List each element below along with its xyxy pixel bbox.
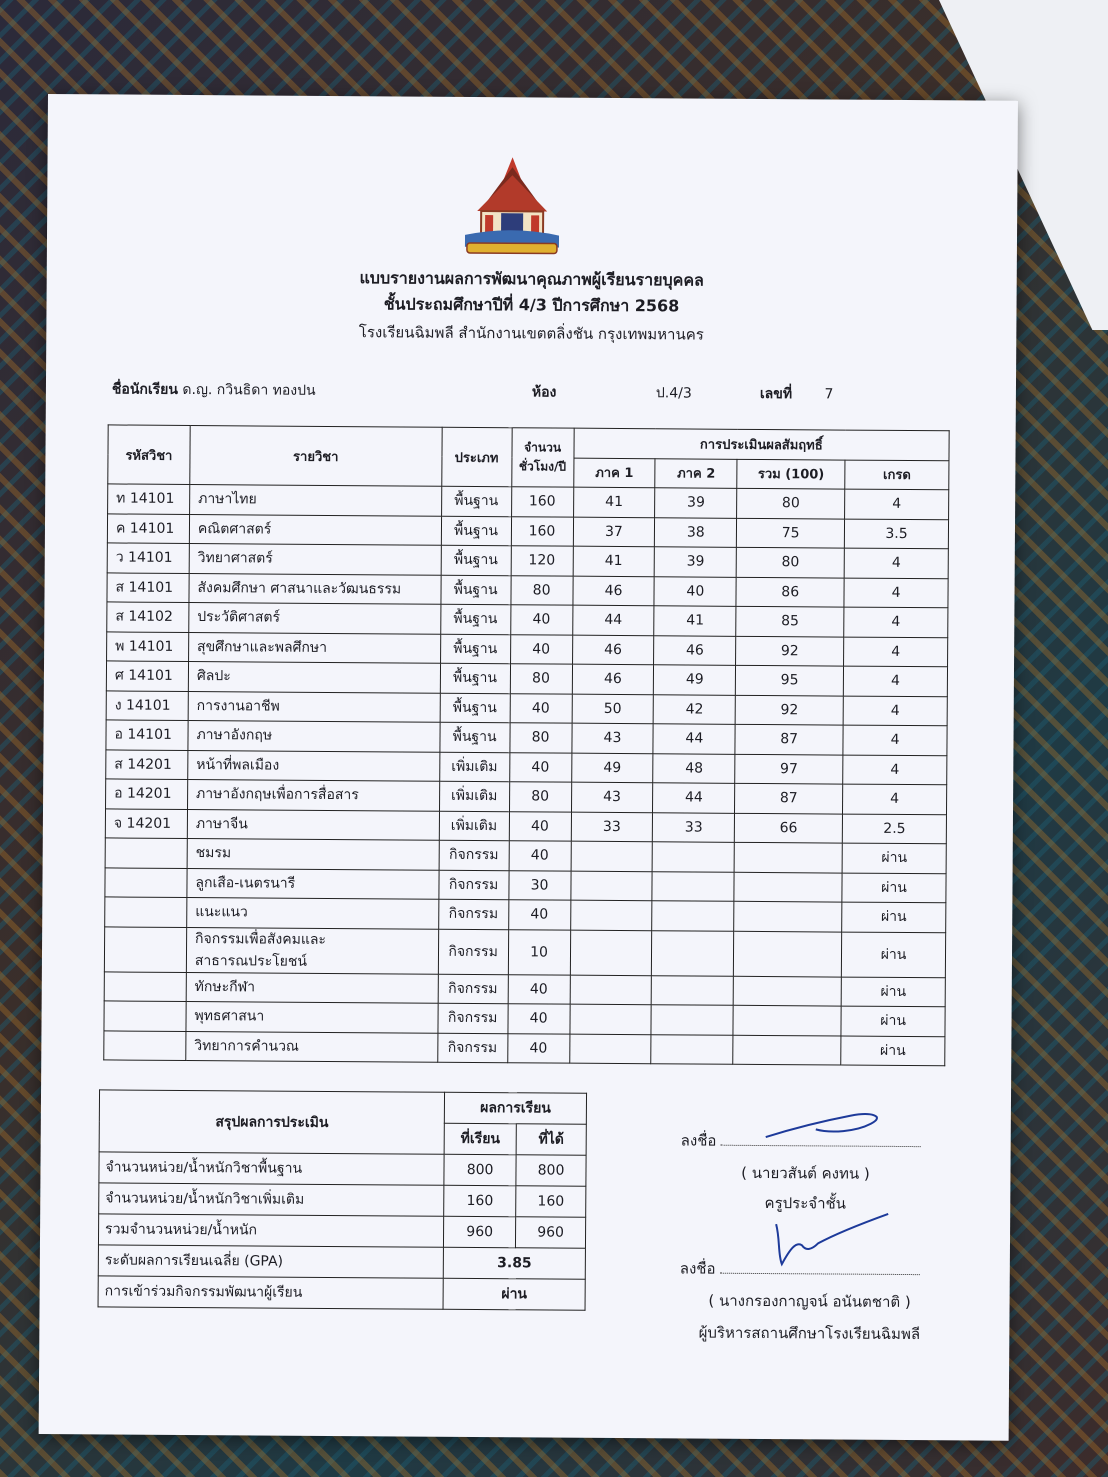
cell-hours: 40 <box>509 841 571 871</box>
cell-grade: 4 <box>845 489 949 519</box>
cell-term2 <box>651 1034 733 1064</box>
summary-col-studied: ที่เรียน <box>444 1123 516 1155</box>
cell-term1 <box>569 1034 651 1064</box>
cell-hours: 40 <box>508 1004 570 1034</box>
cell-subject: ทักษะกีฬา <box>186 972 438 1003</box>
cell-subject: ศิลปะ <box>188 661 440 692</box>
cell-total <box>734 901 842 931</box>
cell-term2 <box>652 930 734 976</box>
director-name: ( นางกรองกาญจน์ อนันตชาติ ) <box>708 1291 911 1312</box>
cell-term2 <box>652 842 734 872</box>
cell-hours: 40 <box>507 1033 569 1063</box>
header-grade: เกรด <box>845 460 949 490</box>
cell-total: 97 <box>735 754 843 784</box>
cell-hours: 40 <box>510 605 572 635</box>
cell-total <box>734 842 842 872</box>
cell-grade: 4 <box>843 666 947 696</box>
director-sign-label: ลงชื่อ <box>679 1259 716 1278</box>
cell-type: เพิ่มเติม <box>439 752 509 782</box>
cell-type: กิจกรรม <box>438 974 508 1004</box>
cell-subject: ภาษาไทย <box>190 484 442 515</box>
cell-hours: 120 <box>511 546 573 576</box>
cell-subject: คณิตศาสตร์ <box>189 514 441 545</box>
cell-term2: 46 <box>654 635 736 665</box>
cell-grade: ผ่าน <box>842 843 946 873</box>
summary-earned: 800 <box>516 1155 586 1186</box>
cell-term2: 44 <box>653 783 735 813</box>
header-assessment: การประเมินผลสัมฤทธิ์ <box>574 428 950 460</box>
report-title: แบบรายงานผลการพัฒนาคุณภาพผู้เรียนรายบุคคล <box>359 268 704 290</box>
cell-total <box>733 1005 841 1035</box>
cell-code <box>104 1001 186 1031</box>
student-number: 7 <box>824 386 834 403</box>
cell-term1 <box>570 871 652 901</box>
summary-studied: 800 <box>444 1154 516 1186</box>
cell-total: 66 <box>735 813 843 843</box>
summary-row <box>99 1152 586 1186</box>
cell-subject: ประวัติศาสตร์ <box>189 602 441 633</box>
cell-hours: 160 <box>511 487 573 517</box>
cell-hours: 160 <box>511 516 573 546</box>
cell-term2: 40 <box>654 576 736 606</box>
cell-hours: 40 <box>508 974 570 1004</box>
cell-term2 <box>652 901 734 931</box>
cell-code <box>104 926 186 972</box>
cell-hours: 80 <box>509 782 571 812</box>
cell-subject: แนะแนว <box>187 897 439 928</box>
cell-term1: 50 <box>572 694 654 724</box>
cell-total <box>733 976 841 1006</box>
cell-term1: 41 <box>573 487 655 517</box>
cell-type: พื้นฐาน <box>440 722 510 752</box>
cell-term1 <box>571 841 653 871</box>
cell-grade: 4 <box>844 578 948 608</box>
teacher-signature-icon <box>761 1107 891 1148</box>
cell-total: 80 <box>736 547 844 577</box>
cell-term2: 41 <box>654 606 736 636</box>
cell-type: พื้นฐาน <box>441 516 511 546</box>
header-subject: รายวิชา <box>190 426 442 487</box>
header-term2: ภาค 2 <box>655 458 737 488</box>
cell-type: พื้นฐาน <box>440 663 510 693</box>
cell-code <box>105 897 187 927</box>
student-number-row <box>760 383 834 406</box>
summary-row <box>99 1183 586 1217</box>
cell-code: ส 14101 <box>107 572 189 602</box>
cell-term1: 43 <box>571 782 653 812</box>
cell-type: พื้นฐาน <box>440 693 510 723</box>
summary-col-earned: ที่ได้ <box>516 1124 586 1155</box>
cell-grade: 4 <box>843 755 947 785</box>
cell-hours: 10 <box>508 929 570 974</box>
summary-row <box>98 1214 585 1248</box>
cell-term2: 33 <box>653 812 735 842</box>
cell-hours: 30 <box>508 870 570 900</box>
cell-grade: 4 <box>844 637 948 667</box>
cell-grade: ผ่าน <box>841 932 945 978</box>
cell-total: 80 <box>737 488 845 518</box>
cell-grade: 3.5 <box>844 519 948 549</box>
cell-type: พื้นฐาน <box>440 604 510 634</box>
cell-type: กิจกรรม <box>438 1003 508 1033</box>
report-subtitle: ชั้นประถมศึกษาปีที่ 4/3 ปีการศึกษา 2568 <box>383 294 680 316</box>
cell-hours: 40 <box>508 900 570 930</box>
summary-label: จำนวนหน่วย/น้ำหนักวิชาพื้นฐาน <box>99 1152 444 1185</box>
cell-code: ส 14102 <box>107 602 189 632</box>
school-line: โรงเรียนฉิมพลี สำนักงานเขตตลิ่งชัน กรุงเทพมหานคร <box>358 323 704 344</box>
cell-code: ส 14201 <box>106 749 188 779</box>
cell-code <box>105 838 187 868</box>
cell-hours: 80 <box>511 575 573 605</box>
cell-term1: 46 <box>572 635 654 665</box>
cell-grade: ผ่าน <box>841 977 945 1007</box>
cell-subject: วิทยาศาสตร์ <box>189 543 441 574</box>
summary-title: สรุปผลการประเมิน <box>99 1090 445 1154</box>
cell-subject: สังคมศึกษา ศาสนาและวัฒนธรรม <box>189 573 441 604</box>
cell-term2: 38 <box>655 517 737 547</box>
cell-subject: ภาษาอังกฤษ <box>188 720 440 751</box>
cell-hours: 40 <box>509 752 571 782</box>
cell-grade: 4 <box>843 784 947 814</box>
cell-code: ค 14101 <box>107 513 189 543</box>
summary-earned: 160 <box>516 1186 586 1217</box>
cell-type: กิจกรรม <box>438 870 508 900</box>
cell-type: พื้นฐาน <box>440 634 510 664</box>
table-row <box>104 926 945 977</box>
cell-term1: 44 <box>572 605 654 635</box>
teacher-role: ครูประจำชั้น <box>764 1194 847 1213</box>
teacher-name: ( นายวสันต์ คงทน ) <box>741 1163 870 1183</box>
cell-term2: 39 <box>655 488 737 518</box>
cell-total: 92 <box>736 636 844 666</box>
cell-code: ว 14101 <box>107 543 189 573</box>
summary-studied: 160 <box>444 1185 516 1217</box>
cell-grade: 4 <box>844 607 948 637</box>
cell-subject: กิจกรรมเพื่อสังคมและสาธารณประโยชน์ <box>186 927 438 974</box>
cell-hours: 40 <box>509 811 571 841</box>
cell-hours: 80 <box>510 664 572 694</box>
director-role: ผู้บริหารสถานศึกษาโรงเรียนฉิมพลี <box>698 1323 921 1344</box>
cell-term2 <box>652 871 734 901</box>
report-sheet <box>39 94 1018 1441</box>
cell-total <box>733 1035 841 1065</box>
cell-total: 86 <box>736 577 844 607</box>
cell-subject: ลูกเสือ-เนตรนารี <box>187 868 439 899</box>
school-emblem-icon <box>457 155 568 258</box>
gpa-value: 3.85 <box>443 1247 585 1279</box>
cell-grade: ผ่าน <box>841 1006 945 1036</box>
cell-subject: ภาษาอังกฤษเพื่อการสื่อสาร <box>187 779 439 810</box>
cell-total: 75 <box>737 518 845 548</box>
cell-grade: 4 <box>843 696 947 726</box>
table-row <box>104 1030 945 1065</box>
student-name-label: ชื่อนักเรียน <box>111 381 179 398</box>
cell-grade: 2.5 <box>842 814 946 844</box>
cell-code: ท 14101 <box>108 484 190 514</box>
cell-term1: 41 <box>573 546 655 576</box>
cell-term1: 49 <box>571 753 653 783</box>
cell-term1 <box>570 975 652 1005</box>
cell-subject: สุขศึกษาและพลศึกษา <box>188 632 440 663</box>
header-term1: ภาค 1 <box>573 458 655 488</box>
cell-total: 85 <box>736 606 844 636</box>
cell-type: กิจกรรม <box>437 1033 507 1063</box>
cell-code: ศ 14101 <box>106 661 188 691</box>
cell-grade: 4 <box>844 548 948 578</box>
header-type: ประเภท <box>441 427 511 486</box>
cell-term1 <box>569 1004 651 1034</box>
cell-code: อ 14101 <box>106 720 188 750</box>
cell-hours: 80 <box>509 723 571 753</box>
gpa-row <box>98 1245 585 1279</box>
cell-grade: 4 <box>843 725 947 755</box>
cell-term1: 33 <box>571 812 653 842</box>
summary-table <box>98 1089 588 1310</box>
cell-total: 95 <box>736 665 844 695</box>
activity-label: การเข้าร่วมกิจกรรมพัฒนาผู้เรียน <box>98 1276 443 1309</box>
cell-hours: 40 <box>510 634 572 664</box>
activity-value: ผ่าน <box>443 1278 585 1310</box>
cell-term2 <box>652 975 734 1005</box>
activity-row <box>98 1276 585 1310</box>
cell-term2: 44 <box>653 724 735 754</box>
cell-type: พื้นฐาน <box>441 575 511 605</box>
cell-subject: วิทยาการคำนวณ <box>186 1031 438 1062</box>
director-signature-icon <box>756 1209 896 1272</box>
cell-code: ง 14101 <box>106 690 188 720</box>
cell-subject: การงานอาชีพ <box>188 691 440 722</box>
cell-term1: 46 <box>572 576 654 606</box>
cell-subject: พุทธศาสนา <box>186 1001 438 1032</box>
cell-term1: 43 <box>571 723 653 753</box>
cell-term2: 42 <box>654 694 736 724</box>
room-label: ห้อง <box>531 384 557 401</box>
cell-grade: ผ่าน <box>842 902 946 932</box>
summary-studied: 960 <box>444 1216 516 1248</box>
grades-body <box>104 484 949 1066</box>
cell-term1: 37 <box>573 517 655 547</box>
cell-term2: 39 <box>655 547 737 577</box>
cell-total: 92 <box>735 695 843 725</box>
cell-code <box>105 867 187 897</box>
cell-term1 <box>570 930 652 976</box>
cell-hours: 40 <box>510 693 572 723</box>
header-code: รหัสวิชา <box>108 425 190 485</box>
cell-code <box>104 971 186 1001</box>
cell-total <box>734 872 842 902</box>
cell-total: 87 <box>735 783 843 813</box>
cell-subject: ภาษาจีน <box>187 809 439 840</box>
room-value: ป.4/3 <box>655 385 692 402</box>
cell-term2: 48 <box>653 753 735 783</box>
cell-type: กิจกรรม <box>438 929 508 974</box>
cell-term2: 49 <box>654 665 736 695</box>
cell-grade: ผ่าน <box>841 1036 945 1066</box>
summary-label: รวมจำนวนหน่วย/น้ำหนัก <box>98 1214 443 1247</box>
teacher-sign-label: ลงชื่อ <box>680 1131 717 1150</box>
header-total: รวม (100) <box>737 459 845 489</box>
cell-subject: หน้าที่พลเมือง <box>188 750 440 781</box>
grades-table <box>103 424 949 1066</box>
cell-total <box>734 931 842 977</box>
cell-type: กิจกรรม <box>439 840 509 870</box>
cell-type: เพิ่มเติม <box>439 811 509 841</box>
header-hours: จำนวนชั่วโมง/ปี <box>511 428 573 487</box>
student-name: ด.ญ. กวินธิดา ทองปน <box>182 381 316 399</box>
summary-result-header: ผลการเรียน <box>444 1092 586 1124</box>
student-name-row <box>112 378 316 401</box>
cell-term2 <box>651 1005 733 1035</box>
cell-term1 <box>570 900 652 930</box>
cell-code: อ 14201 <box>106 779 188 809</box>
cell-term1: 46 <box>572 664 654 694</box>
cell-grade: ผ่าน <box>842 873 946 903</box>
cell-code: พ 14101 <box>107 631 189 661</box>
cell-subject: ชมรม <box>187 838 439 869</box>
summary-earned: 960 <box>516 1217 586 1248</box>
cell-type: เพิ่มเติม <box>439 781 509 811</box>
summary-label: จำนวนหน่วย/น้ำหนักวิชาเพิ่มเติม <box>99 1183 444 1216</box>
cell-code: จ 14201 <box>105 808 187 838</box>
cell-type: พื้นฐาน <box>441 545 511 575</box>
student-number-label: เลขที่ <box>759 385 793 403</box>
cell-type: กิจกรรม <box>438 899 508 929</box>
cell-total: 87 <box>735 724 843 754</box>
cell-code <box>104 1030 186 1060</box>
cell-type: พื้นฐาน <box>441 486 511 516</box>
gpa-label: ระดับผลการเรียนเฉลี่ย (GPA) <box>98 1245 443 1278</box>
